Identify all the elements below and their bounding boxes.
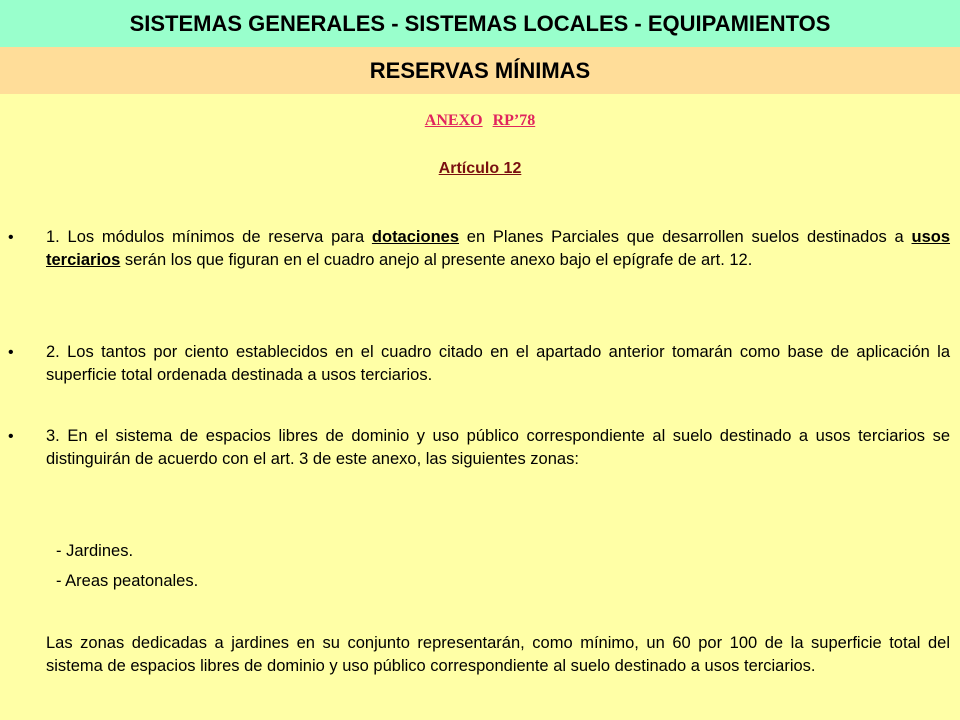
p1-text-c: serán los que figuran en el cuadro anejo al presente anexo bajo el epígrafe de art. 12. [120,251,753,269]
reference-links [0,112,960,130]
p1-text-a: 1. Los módulos mínimos de reserva para [46,228,372,246]
paragraph-4 [46,632,950,678]
paragraph-2 [8,341,950,387]
article-heading: Artículo 12 [438,160,522,177]
paragraph-3 [8,425,950,471]
usos-terciarios-term: usos terciarios [46,228,951,269]
bullet-2: • [8,344,14,361]
p4-text: Las zonas dedicadas a jardines en su conjunto representarán, como mínimo, un 60 por 100 de la superficie total del sistema de espacios libres de dominio y uso público correspondiente al suelo destinado a usos terciarios. [46,634,950,675]
list-item-areas: - Areas peatonales. [56,572,199,590]
rp78-link[interactable]: RP’78 [492,112,536,129]
page-title: SISTEMAS GENERALES - SISTEMAS LOCALES - EQUIPAMIENTOS [0,0,960,47]
anexo-link[interactable]: ANEXO [424,112,483,129]
p1-text-b: en Planes Parciales que desarrollen suelos destinados a [459,228,912,246]
p2-text: 2. Los tantos por ciento establecidos en el cuadro citado en el apartado anterior tomarán como base de aplicación la superficie total ordenada destinada a usos terciarios. [46,343,950,384]
list-item-jardines: - Jardines. [56,542,134,560]
dotaciones-term: dotaciones [371,228,460,246]
paragraph-1 [8,226,951,272]
bullet-1: • [8,229,14,246]
page-subtitle: RESERVAS MÍNIMAS [0,47,960,94]
bullet-3: • [8,428,14,445]
p3-text: 3. En el sistema de espacios libres de dominio y uso público correspondiente al suelo destinado a usos terciarios se distinguirán de acuerdo con el art. 3 de este anexo, las siguientes zonas: [46,427,950,468]
